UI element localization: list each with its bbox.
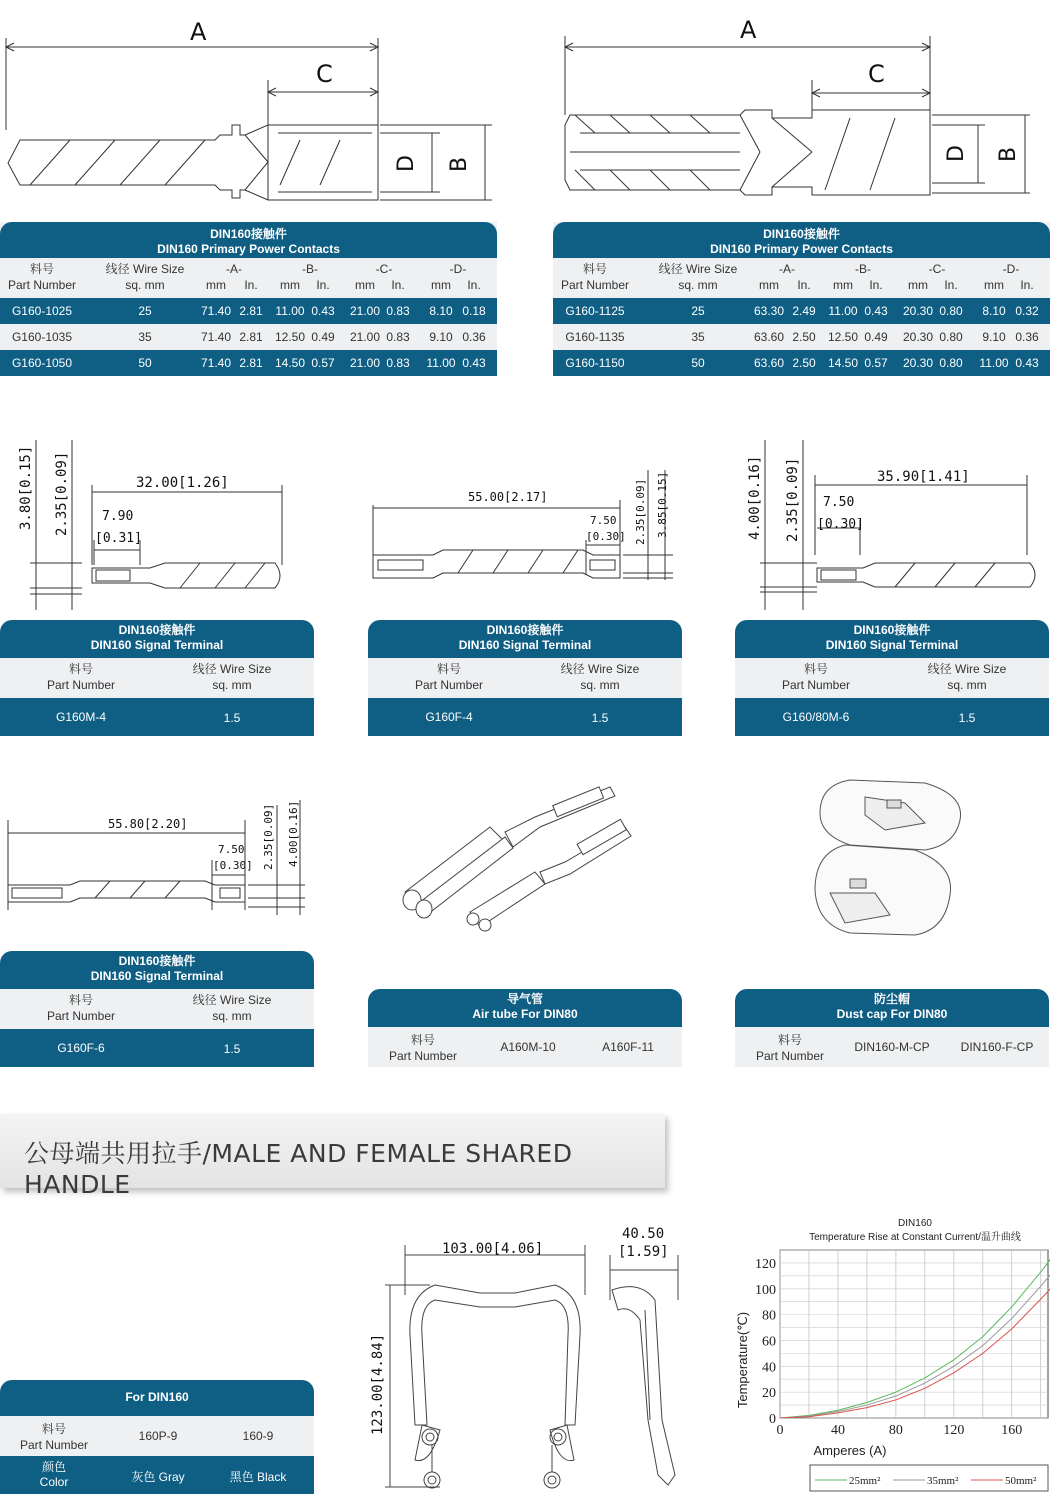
part-number: G160-1125 — [565, 304, 625, 318]
dim-label: 7.50 — [218, 843, 245, 856]
dim-label: [0.31] — [95, 531, 142, 546]
column-headers — [0, 658, 314, 698]
col-d: -D- — [449, 262, 467, 276]
table-title-en: DIN160 Primary Power Contacts — [157, 242, 340, 256]
table-header — [553, 222, 1050, 258]
a-in: 2.81 — [239, 356, 263, 370]
col-c: -C- — [375, 262, 393, 276]
chart-ylabel: Temperature(℃) — [735, 1311, 750, 1409]
table-header — [0, 620, 314, 658]
table-row — [0, 1029, 314, 1067]
col-d: -D- — [1002, 262, 1020, 276]
dim-d-label: D — [394, 155, 419, 172]
part-number: DIN160-F-CP — [960, 1040, 1034, 1054]
table-title-en: DIN160 Signal Terminal — [90, 638, 224, 652]
table-row — [0, 298, 497, 324]
c-mm: 20.30 — [902, 330, 934, 344]
section-title: 公母端共用拉手/MALE AND FEMALE SHARED HANDLE — [24, 1139, 573, 1199]
column-headers — [0, 258, 497, 298]
col-wire-unit: sq. mm — [212, 1009, 252, 1023]
col-b: -B- — [855, 262, 871, 276]
table-header — [368, 989, 682, 1027]
a-mm: 71.40 — [200, 356, 232, 370]
dim-label: 7.50 — [590, 514, 617, 527]
handle-table — [0, 1380, 314, 1494]
section-banner — [0, 1114, 665, 1199]
signal-table-4 — [0, 951, 314, 1067]
part-number: G160F-6 — [57, 1041, 105, 1055]
table-header — [0, 951, 314, 989]
c-in: 0.80 — [939, 330, 963, 344]
signal-terminal-drawing-1 — [0, 430, 310, 615]
a-in: 2.49 — [792, 304, 816, 318]
b-in: 0.57 — [311, 356, 335, 370]
d-mm: 11.00 — [979, 356, 1009, 370]
b-mm: 11.00 — [275, 304, 305, 318]
dim-c-label: C — [316, 60, 333, 88]
part-number: G160-1050 — [11, 356, 73, 370]
primary-contact-drawing-right — [550, 0, 1050, 220]
c-mm: 20.30 — [902, 304, 934, 318]
chart-xlabel: Amperes (A) — [813, 1443, 887, 1458]
table-row — [0, 324, 497, 350]
part-number: 160-9 — [242, 1429, 274, 1443]
col-part-cn: 料号 — [68, 662, 93, 676]
table-row — [368, 698, 682, 736]
unit-in: In. — [391, 278, 405, 292]
dim-a-label: A — [190, 18, 207, 46]
chart-subtitle: Temperature Rise at Constant Current/温升曲线 — [809, 1232, 1021, 1243]
dim-label: 4.00[0.16] — [287, 800, 300, 867]
y-tick-label: 100 — [755, 1282, 776, 1298]
col-wire-cn: 线径 Wire Size — [192, 993, 272, 1007]
col-part-en: Part Number — [414, 678, 484, 692]
table-title-cn: DIN160接触件 — [210, 227, 287, 241]
legend-label: 50mm² — [1005, 1475, 1037, 1487]
column-headers — [0, 989, 314, 1029]
table-title-cn: 防尘帽 — [873, 992, 910, 1006]
a-mm: 71.40 — [200, 304, 232, 318]
table-title-cn: DIN160接触件 — [118, 623, 196, 637]
col-part-en: Part Number — [755, 1049, 825, 1063]
col-wire-cn: 线径 Wire Size — [105, 262, 185, 276]
y-tick-label: 80 — [762, 1308, 776, 1324]
table-row — [553, 298, 1050, 324]
y-tick-label: 60 — [762, 1334, 776, 1350]
legend-label: 25mm² — [849, 1475, 881, 1487]
color-value: 灰色 Gray — [131, 1470, 185, 1484]
d-mm: 11.00 — [426, 356, 456, 370]
signal-table-1 — [0, 620, 314, 736]
table-title-en: Air tube For DIN80 — [472, 1007, 578, 1021]
x-tick-label: 160 — [1001, 1423, 1023, 1438]
col-wire-cn: 线径 Wire Size — [927, 662, 1007, 676]
col-color-en: Color — [39, 1475, 69, 1489]
primary-contacts-table-right — [553, 222, 1050, 376]
c-in: 0.83 — [386, 356, 410, 370]
table-row — [0, 698, 314, 736]
b-in: 0.43 — [311, 304, 335, 318]
dim-label: 7.90 — [102, 509, 134, 524]
unit-in: In. — [467, 278, 481, 292]
table-row — [0, 350, 497, 376]
unit-in: In. — [316, 278, 330, 292]
table-title-en: DIN160 Primary Power Contacts — [710, 242, 893, 256]
signal-terminal-drawing-2 — [368, 460, 683, 590]
col-wire-cn: 线径 Wire Size — [658, 262, 738, 276]
dim-label: [0.30] — [213, 859, 253, 872]
dim-label: [1.59] — [618, 1244, 669, 1260]
signal-table-2 — [368, 620, 682, 736]
b-in: 0.49 — [311, 330, 335, 344]
unit-mm: mm — [833, 278, 853, 292]
wire-size: 35 — [138, 330, 152, 344]
b-in: 0.43 — [864, 304, 888, 318]
table-header — [735, 620, 1049, 658]
d-mm: 9.10 — [982, 330, 1006, 344]
part-number: G160M-4 — [55, 710, 107, 724]
part-number: A160F-11 — [602, 1040, 654, 1054]
primary-contacts-table-left — [0, 222, 497, 376]
col-part-en: Part Number — [560, 278, 630, 292]
b-mm: 11.00 — [828, 304, 858, 318]
unit-in: In. — [944, 278, 958, 292]
unit-mm: mm — [355, 278, 375, 292]
unit-mm: mm — [431, 278, 451, 292]
col-part-cn: 料号 — [41, 1422, 66, 1436]
table-title-en: DIN160 Signal Terminal — [458, 638, 592, 652]
col-part-en: Part Number — [388, 1049, 458, 1063]
dim-b-label: B — [447, 156, 472, 172]
table-row — [0, 1416, 314, 1456]
color-value: 黑色 Black — [229, 1470, 287, 1484]
x-tick-label: 120 — [943, 1423, 965, 1438]
primary-contact-drawing-left — [0, 0, 500, 220]
signal-terminal-drawing-3 — [735, 430, 1045, 615]
col-a: -A- — [779, 262, 795, 276]
signal-terminal-drawing-4 — [0, 795, 315, 925]
unit-mm: mm — [759, 278, 779, 292]
table-row — [553, 350, 1050, 376]
chart-title: DIN160 — [898, 1218, 932, 1229]
col-c: -C- — [928, 262, 946, 276]
y-tick-label: 40 — [762, 1360, 776, 1376]
b-in: 0.49 — [864, 330, 888, 344]
col-part-cn: 料号 — [582, 262, 607, 276]
col-wire-unit: sq. mm — [678, 278, 718, 292]
dust-cap-table — [735, 989, 1049, 1067]
dim-label: 2.35[0.09] — [785, 457, 801, 542]
wire-size: 1.5 — [591, 711, 609, 725]
table-header — [0, 1380, 314, 1416]
table-title-cn: DIN160接触件 — [486, 623, 564, 637]
unit-mm: mm — [984, 278, 1004, 292]
col-wire-unit: sq. mm — [580, 678, 620, 692]
unit-in: In. — [1020, 278, 1034, 292]
col-color-cn: 颜色 — [41, 1460, 66, 1474]
air-tube-table — [368, 989, 682, 1067]
col-wire-cn: 线径 Wire Size — [192, 662, 272, 676]
dim-b-label: B — [996, 146, 1021, 162]
wire-size: 50 — [138, 356, 152, 370]
wire-size: 25 — [138, 304, 152, 318]
unit-in: In. — [797, 278, 811, 292]
temperature-rise-chart — [730, 1210, 1050, 1500]
wire-size: 35 — [691, 330, 705, 344]
col-b: -B- — [302, 262, 318, 276]
b-mm: 12.50 — [274, 330, 306, 344]
col-part-cn: 料号 — [410, 1033, 435, 1047]
dim-a-label: A — [740, 16, 757, 44]
b-mm: 14.50 — [274, 356, 306, 370]
d-in: 0.43 — [1015, 356, 1039, 370]
a-mm: 63.30 — [753, 304, 785, 318]
part-number: G160-1135 — [565, 330, 625, 344]
col-part-cn: 料号 — [777, 1033, 802, 1047]
col-part-en: Part Number — [781, 678, 851, 692]
part-number: G160-1150 — [565, 356, 625, 370]
dim-label: [0.30] — [817, 517, 864, 532]
a-mm: 71.40 — [200, 330, 232, 344]
series-line-35mm² — [780, 1260, 1050, 1418]
part-number: G160-1025 — [11, 304, 73, 318]
unit-mm: mm — [280, 278, 300, 292]
a-in: 2.81 — [239, 304, 263, 318]
signal-table-3 — [735, 620, 1049, 736]
c-in: 0.80 — [939, 304, 963, 318]
table-header — [735, 989, 1049, 1027]
table-title-cn: DIN160接触件 — [763, 227, 840, 241]
col-wire-unit: sq. mm — [212, 678, 252, 692]
dim-label: 32.00[1.26] — [136, 475, 229, 491]
dim-label: 4.00[0.16] — [747, 455, 763, 540]
d-in: 0.36 — [462, 330, 486, 344]
table-title-cn: DIN160接触件 — [118, 954, 196, 968]
table-title-en: Dust cap For DIN80 — [836, 1007, 948, 1021]
d-in: 0.18 — [462, 304, 486, 318]
a-in: 2.50 — [792, 356, 816, 370]
series-line-50mm² — [780, 1276, 1050, 1418]
col-wire-unit: sq. mm — [947, 678, 987, 692]
d-mm: 9.10 — [429, 330, 453, 344]
d-mm: 8.10 — [429, 304, 453, 318]
air-tube-illustration — [395, 782, 655, 932]
c-in: 0.83 — [386, 304, 410, 318]
c-mm: 21.00 — [349, 330, 381, 344]
x-tick-label: 0 — [776, 1423, 784, 1438]
unit-in: In. — [244, 278, 258, 292]
col-wire-cn: 线径 Wire Size — [560, 662, 640, 676]
column-headers — [735, 658, 1049, 698]
b-in: 0.57 — [864, 356, 888, 370]
column-headers — [368, 658, 682, 698]
dim-label: 3.80[0.15] — [18, 445, 34, 530]
b-mm: 12.50 — [827, 330, 859, 344]
c-mm: 21.00 — [349, 356, 381, 370]
unit-in: In. — [869, 278, 883, 292]
a-mm: 63.60 — [753, 330, 785, 344]
col-part-en: Part Number — [19, 1438, 89, 1452]
legend-label: 35mm² — [927, 1475, 959, 1487]
col-part-cn: 料号 — [68, 993, 93, 1007]
unit-mm: mm — [908, 278, 928, 292]
table-title-en: DIN160 Signal Terminal — [90, 969, 224, 983]
wire-size: 1.5 — [223, 711, 241, 725]
c-mm: 21.00 — [349, 304, 381, 318]
c-in: 0.80 — [939, 356, 963, 370]
col-part-en: Part Number — [46, 678, 116, 692]
table-title: For DIN160 — [125, 1390, 189, 1404]
col-wire-unit: sq. mm — [125, 278, 165, 292]
dim-c-label: C — [868, 60, 885, 88]
unit-mm: mm — [206, 278, 226, 292]
dust-cap-illustration — [805, 775, 975, 945]
dim-label: 35.90[1.41] — [877, 469, 970, 485]
c-mm: 20.30 — [902, 356, 934, 370]
table-row — [553, 324, 1050, 350]
table-row — [368, 1027, 682, 1067]
b-mm: 14.50 — [827, 356, 859, 370]
d-mm: 8.10 — [982, 304, 1006, 318]
part-number: DIN160-M-CP — [854, 1040, 930, 1054]
d-in: 0.32 — [1015, 304, 1039, 318]
part-number: G160F-4 — [425, 710, 473, 724]
x-tick-label: 80 — [888, 1423, 903, 1438]
table-row — [0, 1456, 314, 1494]
a-in: 2.50 — [792, 330, 816, 344]
dim-label: 123.00[4.84] — [370, 1333, 386, 1435]
y-tick-label: 0 — [769, 1412, 776, 1427]
table-header — [368, 620, 682, 658]
dim-label: 55.80[2.20] — [108, 817, 188, 831]
y-tick-label: 120 — [755, 1256, 776, 1272]
c-in: 0.83 — [386, 330, 410, 344]
table-row — [735, 1027, 1049, 1067]
a-mm: 63.60 — [753, 356, 785, 370]
dim-label: 40.50 — [622, 1226, 665, 1242]
dim-label: 3.85[0.15] — [656, 471, 669, 538]
part-number: G160/80M-6 — [782, 710, 850, 724]
table-title-cn: DIN160接触件 — [853, 623, 931, 637]
part-number: A160M-10 — [500, 1040, 556, 1054]
dim-label: [0.30] — [586, 530, 626, 543]
d-in: 0.43 — [462, 356, 486, 370]
table-title-cn: 导气管 — [506, 992, 543, 1006]
wire-size: 25 — [691, 304, 705, 318]
col-part-en: Part Number — [7, 278, 77, 292]
col-part-cn: 料号 — [29, 262, 54, 276]
dim-label: 7.50 — [823, 495, 855, 510]
dim-label: 103.00[4.06] — [442, 1241, 544, 1257]
wire-size: 50 — [691, 356, 705, 370]
a-in: 2.81 — [239, 330, 263, 344]
dim-label: 2.35[0.09] — [634, 478, 647, 545]
dim-label: 55.00[2.17] — [468, 490, 548, 504]
dim-label: 2.35[0.09] — [54, 451, 70, 536]
handle-drawing-front — [360, 1225, 600, 1500]
table-title-en: DIN160 Signal Terminal — [825, 638, 959, 652]
part-number: G160-1035 — [11, 330, 73, 344]
x-tick-label: 40 — [830, 1423, 845, 1438]
dim-d-label: D — [944, 145, 969, 162]
table-row — [735, 698, 1049, 736]
col-a: -A- — [226, 262, 242, 276]
y-tick-label: 20 — [762, 1386, 776, 1402]
col-part-cn: 料号 — [436, 662, 461, 676]
part-number: 160P-9 — [138, 1429, 178, 1443]
wire-size: 1.5 — [223, 1042, 241, 1056]
col-part-en: Part Number — [46, 1009, 116, 1023]
wire-size: 1.5 — [958, 711, 976, 725]
column-headers — [553, 258, 1050, 298]
d-in: 0.36 — [1015, 330, 1039, 344]
table-header — [0, 222, 497, 258]
col-part-cn: 料号 — [803, 662, 828, 676]
handle-drawing-side — [600, 1220, 700, 1500]
dim-label: 2.35[0.09] — [262, 803, 275, 870]
